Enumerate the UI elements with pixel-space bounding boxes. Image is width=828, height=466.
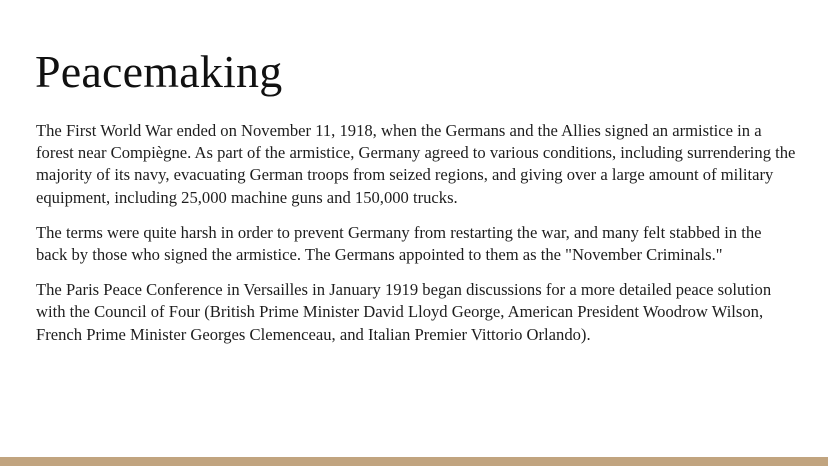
slide-body: [36, 120, 796, 359]
accent-bar: [0, 457, 828, 466]
slide-title: Peacemaking: [35, 46, 283, 97]
paragraph-armistice: The First World War ended on November 11, 1918, when the Germans and the Allies signed an armistice in a forest near Compiègne. As part of the armistice, Germany agreed to various conditions, including surrendering the majority of its navy, evacuating German troops from seized regions, and giving over a large amount of military equipment, including 25,000 machine guns and 150,000 trucks.: [36, 121, 796, 207]
paragraph-peace-conference: The Paris Peace Conference in Versailles in January 1919 began discussions for a more detailed peace solution with the Council of Four (British Prime Minister David Lloyd George, American President Woodrow Wilson, French Prime Minister Georges Clemenceau, and Italian Premier Vittorio Orlando).: [36, 280, 772, 344]
paragraph-terms: The terms were quite harsh in order to prevent Germany from restarting the war, and many felt stabbed in the back by those who signed the armistice. The Germans appointed to them as the "November Criminals.": [36, 222, 762, 265]
